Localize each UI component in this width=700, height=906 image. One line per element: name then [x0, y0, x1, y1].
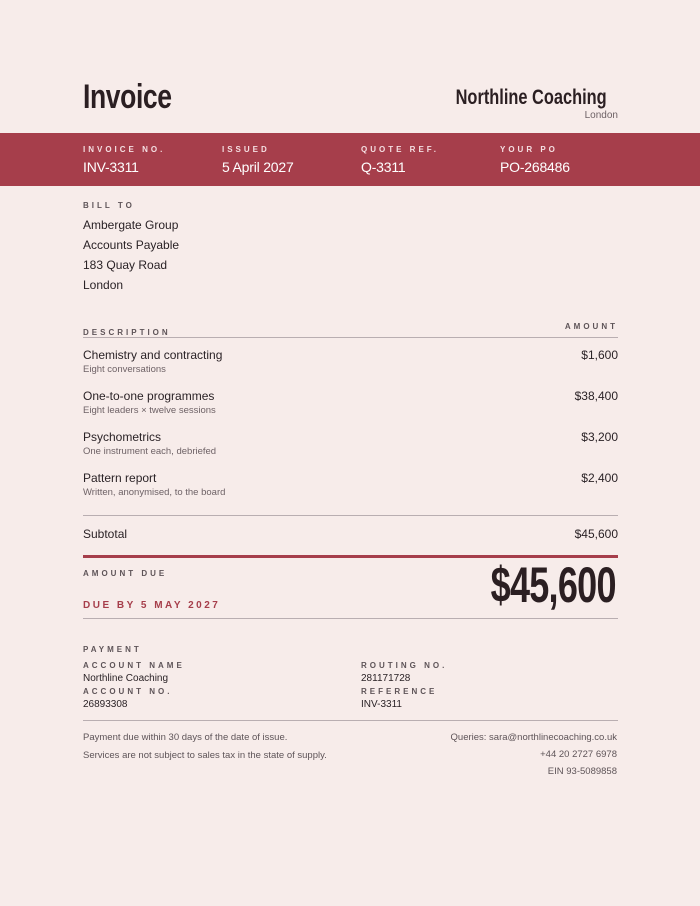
line-item-title: Pattern report	[83, 471, 157, 485]
account-name-value: Northline Coaching	[83, 673, 169, 684]
bill-to-line: Ambergate Group	[83, 218, 179, 232]
line-item	[83, 348, 618, 375]
line-item-subtitle: Written, anonymised, to the board	[83, 487, 226, 498]
bill-to-line: Accounts Payable	[83, 238, 180, 252]
line-item-amount: $1,600	[581, 348, 618, 362]
due-by-date: DUE BY 5 MAY 2027	[83, 600, 221, 611]
reference-value: INV-3311	[361, 699, 402, 710]
invoice-meta-band	[0, 133, 700, 186]
footer-phone: +44 20 2727 6978	[540, 749, 617, 760]
footer-ein: EIN 93-5089858	[547, 766, 617, 777]
company-name: Northline Coaching	[455, 86, 607, 109]
col-amount: AMOUNT	[564, 322, 618, 331]
meta-label: YOUR PO	[500, 145, 558, 154]
amount-due-label: AMOUNT DUE	[83, 569, 168, 578]
meta-value: 5 April 2027	[222, 159, 294, 175]
account-name-field	[83, 661, 185, 684]
line-item-subtitle: Eight conversations	[83, 364, 166, 375]
routing-field	[361, 661, 447, 684]
payment-label: PAYMENT	[83, 645, 142, 654]
meta-issued	[222, 145, 294, 175]
footer-terms-line: Services are not subject to sales tax in the state of supply.	[83, 750, 327, 761]
account-no-label: ACCOUNT NO.	[83, 687, 173, 696]
line-item-amount: $2,400	[581, 471, 618, 485]
meta-value: PO-268486	[500, 159, 570, 175]
account-no-value: 26893308	[83, 699, 128, 710]
footer-terms-line: Payment due within 30 days of the date of issue.	[83, 732, 288, 743]
col-description: DESCRIPTION	[83, 328, 171, 337]
subtotal-label: Subtotal	[83, 527, 128, 541]
meta-invoice-no	[83, 145, 165, 175]
line-item-title: Chemistry and contracting	[83, 348, 223, 362]
bill-to-line: 183 Quay Road	[83, 258, 168, 272]
amount-due-value: $45,600	[490, 557, 616, 613]
meta-quote-ref	[361, 145, 439, 175]
account-no-field	[83, 687, 172, 710]
line-item-title: Psychometrics	[83, 430, 162, 444]
reference-label: REFERENCE	[361, 687, 438, 696]
line-item-title: One-to-one programmes	[83, 389, 215, 403]
reference-field	[361, 687, 437, 710]
meta-label: QUOTE REF.	[361, 145, 440, 154]
amount-due-bottom-divider	[83, 618, 618, 619]
account-name-label: ACCOUNT NAME	[83, 661, 185, 670]
line-item	[83, 471, 618, 498]
subtotal-value: $45,600	[574, 527, 618, 541]
bill-to-block	[83, 201, 179, 295]
line-item-amount: $38,400	[574, 389, 618, 403]
subtotal-divider	[83, 515, 618, 516]
invoice-title: Invoice	[83, 78, 172, 116]
bill-to-label: BILL TO	[83, 201, 135, 210]
line-item	[83, 430, 618, 457]
line-item	[83, 389, 618, 416]
line-item-amount: $3,200	[581, 430, 618, 444]
footer-terms	[83, 729, 327, 765]
meta-your-po	[500, 145, 570, 175]
line-item-subtitle: Eight leaders × twelve sessions	[83, 405, 216, 416]
line-item-subtitle: One instrument each, debriefed	[83, 446, 217, 457]
payment-block	[83, 645, 618, 710]
meta-value: INV-3311	[83, 159, 139, 175]
footer-email: Queries: sara@northlinecoaching.co.uk	[450, 732, 617, 743]
bill-to-line: London	[83, 278, 124, 292]
company-city: London	[584, 110, 618, 121]
footer-divider	[83, 720, 618, 721]
meta-label: ISSUED	[222, 145, 270, 154]
routing-value: 281171728	[361, 673, 411, 684]
subtotal-row	[83, 527, 618, 541]
company-block	[413, 86, 618, 121]
meta-label: INVOICE NO.	[83, 145, 166, 154]
footer-contact	[451, 729, 617, 780]
meta-value: Q-3311	[361, 159, 406, 175]
routing-label: ROUTING NO.	[361, 661, 448, 670]
table-header	[83, 322, 618, 338]
